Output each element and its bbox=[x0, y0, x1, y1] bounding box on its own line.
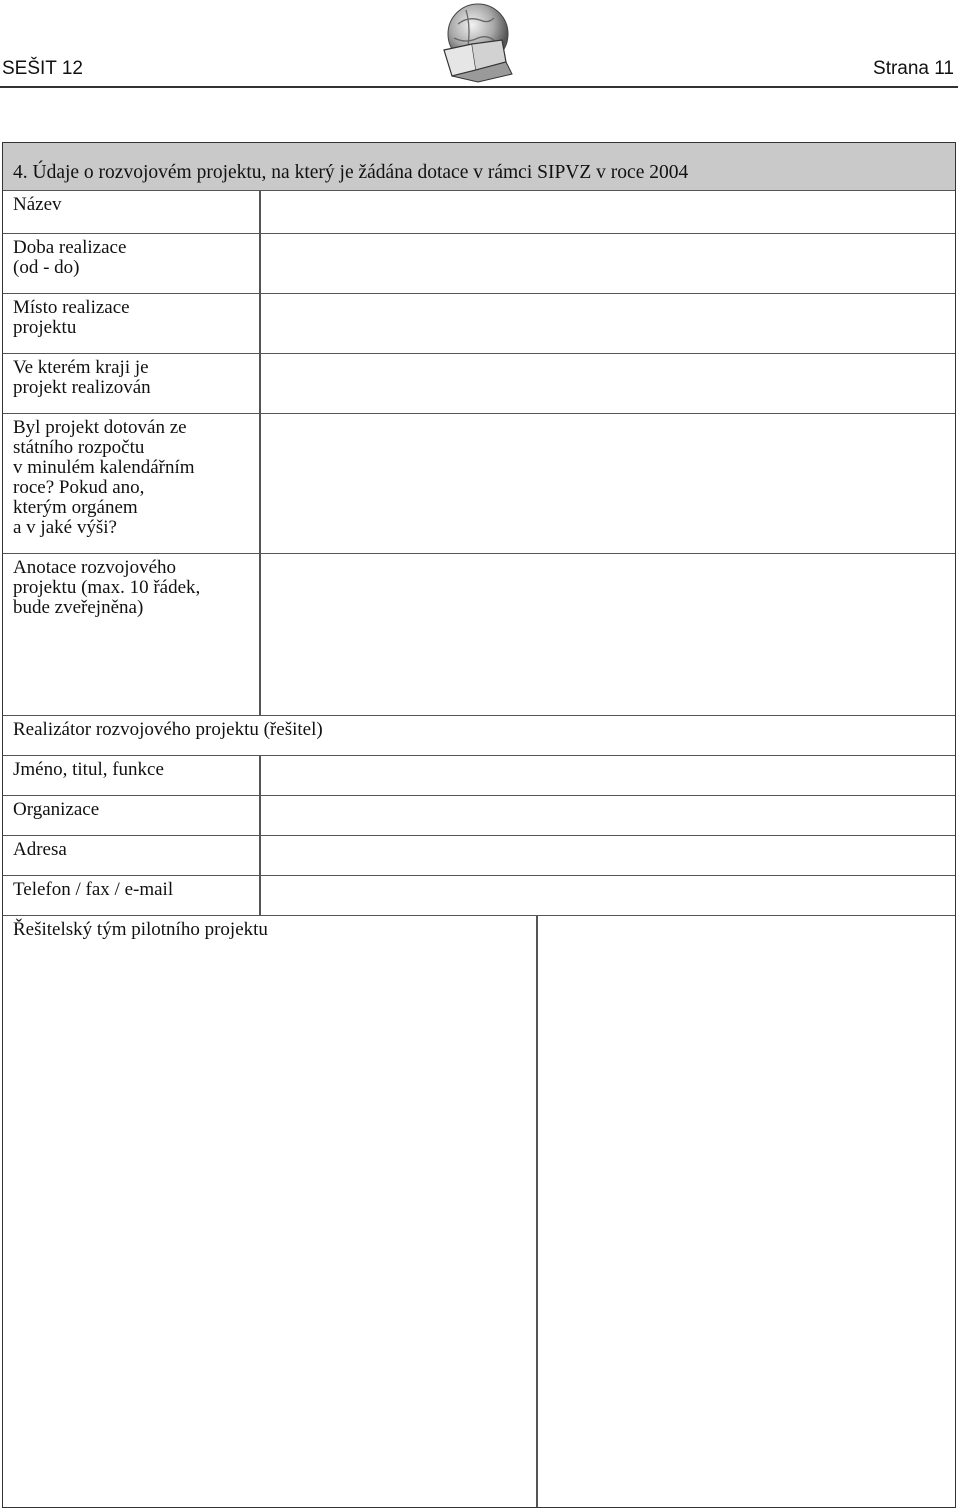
field-input-divider bbox=[259, 191, 261, 233]
field-input-divider bbox=[259, 414, 261, 553]
realizator-title: Realizátor rozvojového projektu (řešitel) bbox=[13, 719, 323, 740]
field-input-divider bbox=[259, 796, 261, 835]
field-row-adresa bbox=[3, 835, 955, 875]
field-label-kontakt: Telefon / fax / e-mail bbox=[13, 879, 174, 900]
project-form-table bbox=[2, 142, 956, 1508]
globe-book-icon bbox=[432, 0, 520, 84]
field-row-jmeno bbox=[3, 755, 955, 795]
field-row-organizace bbox=[3, 795, 955, 835]
realizator-title-row bbox=[3, 715, 955, 755]
field-label-dotace: Byl projekt dotován ze státního rozpočtu v minulém kalendářním roce? Pokud ano, kterým orgánem a v jaké výši? bbox=[13, 417, 195, 538]
field-row-doba-realizace bbox=[3, 233, 955, 293]
field-row-kontakt bbox=[3, 875, 955, 915]
field-input-divider bbox=[259, 294, 261, 353]
field-input-divider bbox=[259, 554, 261, 715]
field-label-kraj: Ve kterém kraji je projekt realizován bbox=[13, 357, 151, 398]
field-input-divider bbox=[259, 876, 261, 915]
field-row-kraj bbox=[3, 353, 955, 413]
field-label-tym: Řešitelský tým pilotního projektu bbox=[13, 919, 268, 940]
field-row-dotace bbox=[3, 413, 955, 553]
section-title-bar bbox=[3, 143, 955, 191]
header-workbook-label: SEŠIT 12 bbox=[2, 58, 83, 79]
section-title: 4. Údaje o rozvojovém projektu, na který je žádána dotace v rámci SIPVZ v roce 2004 bbox=[13, 162, 689, 183]
field-row-nazev bbox=[3, 191, 955, 233]
field-input-divider bbox=[259, 836, 261, 875]
team-input-divider bbox=[536, 916, 538, 1507]
field-label-nazev: Název bbox=[13, 194, 62, 215]
field-input-divider bbox=[259, 234, 261, 293]
field-input-divider bbox=[259, 756, 261, 795]
header-divider bbox=[0, 86, 958, 88]
field-row-anotace bbox=[3, 553, 955, 715]
field-label-anotace: Anotace rozvojového projektu (max. 10 řádek, bude zveřejněna) bbox=[13, 557, 201, 618]
field-label-doba-realizace: Doba realizace (od - do) bbox=[13, 237, 127, 278]
field-label-misto-realizace: Místo realizace projektu bbox=[13, 297, 130, 338]
field-label-jmeno: Jméno, titul, funkce bbox=[13, 759, 164, 780]
field-row-misto-realizace bbox=[3, 293, 955, 353]
field-row-tym bbox=[3, 915, 955, 1507]
field-label-organizace: Organizace bbox=[13, 799, 100, 820]
field-input-divider bbox=[259, 354, 261, 413]
field-label-adresa: Adresa bbox=[13, 839, 67, 860]
header-page-number: Strana 11 bbox=[873, 58, 954, 79]
